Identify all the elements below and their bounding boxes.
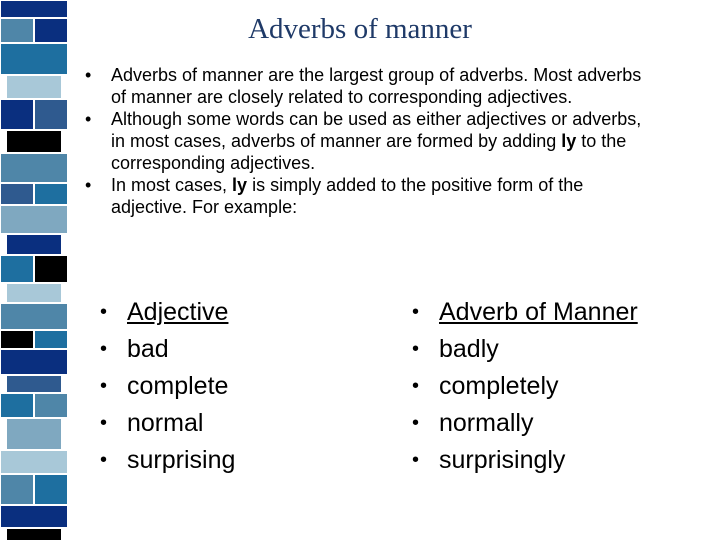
bullet-dot: • <box>412 449 420 471</box>
stripe-block <box>34 474 68 505</box>
stripe-block <box>0 183 34 205</box>
intro-bullet <box>85 174 660 218</box>
bullet-dot: • <box>85 109 92 129</box>
bullet-bold-suffix: ly <box>561 131 577 151</box>
stripe-block <box>0 505 68 528</box>
stripe-block <box>34 330 68 349</box>
bullet-dot: • <box>100 449 108 471</box>
stripe-block <box>0 99 34 130</box>
stripe-block <box>6 234 62 255</box>
stripe-block <box>0 18 34 43</box>
bullet-dot: • <box>100 301 108 323</box>
bullet-dot: • <box>85 65 92 85</box>
bullet-dot: • <box>412 412 420 434</box>
stripe-block <box>6 375 62 393</box>
adverb-header: • Adverb of Manner <box>412 294 638 331</box>
adverb-item: • surprisingly <box>412 442 638 479</box>
stripe-block <box>34 255 68 283</box>
stripe-block <box>6 75 62 99</box>
intro-bullet <box>85 108 660 174</box>
bullet-text: In most cases, <box>111 175 233 195</box>
adjective-item: • surprising <box>100 442 235 479</box>
adjective-item: • bad <box>100 331 235 368</box>
stripe-block <box>34 18 68 43</box>
stripe-block <box>6 528 62 540</box>
stripe-block <box>0 330 34 349</box>
adjective-item: • normal <box>100 405 235 442</box>
stripe-block <box>34 393 68 418</box>
adverb-item: • normally <box>412 405 638 442</box>
bullet-dot: • <box>85 175 92 195</box>
stripe-block <box>6 130 62 153</box>
stripe-block <box>0 205 68 234</box>
slide-title: Adverbs of manner <box>248 13 472 45</box>
bullet-dot: • <box>412 301 420 323</box>
bullet-dot: • <box>412 338 420 360</box>
stripe-block <box>34 183 68 205</box>
bullet-dot: • <box>412 375 420 397</box>
stripe-block <box>0 255 34 283</box>
bullet-bold-suffix: ly <box>232 175 248 195</box>
adverb-column <box>412 294 638 479</box>
intro-bullet-list <box>85 64 660 218</box>
stripe-block <box>0 393 34 418</box>
bullet-dot: • <box>100 338 108 360</box>
bullet-text: Adverbs of manner are the largest group of adverbs. Most adverbs of manner are closely related to corresponding adjectives. <box>111 65 642 107</box>
bullet-text: Although some words can be used as either adjectives or adverbs, in most cases, adverbs of manner are formed by adding <box>111 109 642 151</box>
adverb-item: • badly <box>412 331 638 368</box>
adjective-item: • complete <box>100 368 235 405</box>
stripe-block <box>0 450 68 474</box>
stripe-block <box>0 0 68 18</box>
stripe-block <box>0 153 68 183</box>
adverb-item: • completely <box>412 368 638 405</box>
stripe-block <box>0 474 34 505</box>
stripe-block <box>0 349 68 375</box>
adjective-header: • Adjective <box>100 294 235 331</box>
bullet-dot: • <box>100 412 108 434</box>
decorative-stripe <box>0 0 68 540</box>
bullet-dot: • <box>100 375 108 397</box>
stripe-block <box>34 99 68 130</box>
stripe-block <box>0 43 68 75</box>
bullet-text: is simply added to the positive form of the adjective. For example: <box>111 175 584 217</box>
stripe-block <box>6 418 62 450</box>
stripe-block <box>0 303 68 330</box>
adjective-column <box>100 294 235 479</box>
stripe-block <box>6 283 62 303</box>
intro-bullet <box>85 64 660 108</box>
bullet-text: to the corresponding adjectives. <box>111 131 627 173</box>
